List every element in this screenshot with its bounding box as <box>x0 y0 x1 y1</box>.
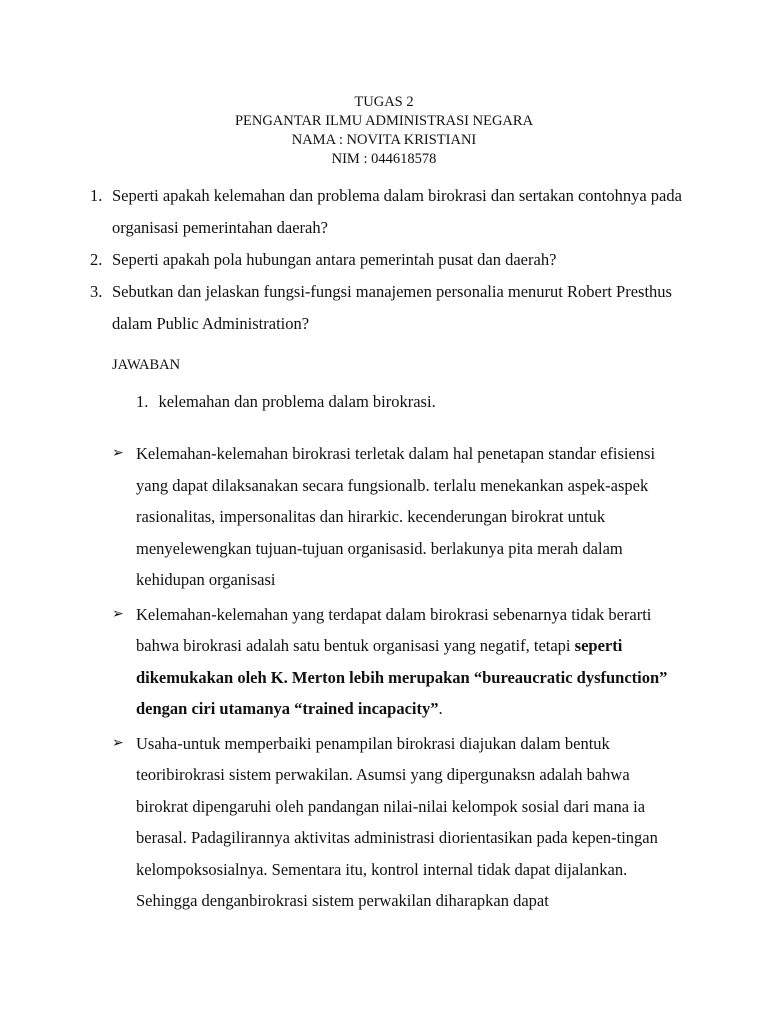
question-text: Seperti apakah pola hubungan antara pemerintah pusat dan daerah? <box>112 250 557 269</box>
answer-subheading-text: kelemahan dan problema dalam birokrasi. <box>158 392 436 411</box>
assignment-title: TUGAS 2 <box>354 94 414 110</box>
question-item <box>90 180 710 244</box>
document-header <box>0 93 768 169</box>
answer-number: 1. <box>136 392 149 411</box>
student-name: NAMA : NOVITA KRISTIANI <box>291 132 477 148</box>
arrow-bullet-icon: ➢ <box>112 445 124 461</box>
student-id: NIM : 044618578 <box>331 151 437 167</box>
answer-subheading <box>136 392 436 412</box>
bullet-item <box>112 728 682 917</box>
question-number: 3. <box>90 282 103 301</box>
question-number: 1. <box>90 186 103 205</box>
bullet-text: Usaha-untuk memperbaiki penampilan birokrasi diajukan dalam bentuk teoribirokrasi sistem perwakilan. Asumsi yang dipergunaksn adalah bahwa birokrat dipengaruhi oleh pandangan nilai-nilai kelompok sosial dari mana ia berasal. Padagilirannya aktivitas administrasi diorientasikan pada kepen-tingan kelompoksosialnya. Sementara itu, kontrol internal tidak dapat dijalankan. Sehingga denganbirokrasi sistem perwakilan diharapkan dapat <box>136 733 658 910</box>
question-text: Seperti apakah kelemahan dan problema dalam birokrasi dan sertakan contohnya pada organisasi pemerintahan daerah? <box>112 186 682 237</box>
question-list <box>90 180 710 340</box>
bullet-bold-text: seperti dikemukakan oleh K. Merton lebih merupakan “bureaucratic dysfunction” dengan ciri utamanya “trained incapacity” <box>136 636 668 718</box>
answer-bullet-list <box>112 438 682 920</box>
question-number: 2. <box>90 250 103 269</box>
bullet-text: Kelemahan-kelemahan birokrasi terletak dalam hal penetapan standar efisiensi yang dapat dilaksanakan secara fungsionalb. terlalu menekankan aspek-aspek rasionalitas, impersonalitas dan hirarkic. kecenderungan birokrat untuk menyelewengkan tujuan-tujuan organisasid. berlakunya pita merah dalam kehidupan organisasi <box>136 444 656 589</box>
arrow-bullet-icon: ➢ <box>112 734 124 751</box>
course-title: PENGANTAR ILMU ADMINISTRASI NEGARA <box>234 113 534 129</box>
question-text: Sebutkan dan jelaskan fungsi-fungsi manajemen personalia menurut Robert Presthus dalam Public Administration? <box>112 282 672 333</box>
bullet-tail-text: . <box>438 699 443 718</box>
bullet-text: Kelemahan-kelemahan yang terdapat dalam birokrasi sebenarnya tidak berarti bahwa birokrasi adalah satu bentuk organisasi yang negatif, tetapi <box>136 604 652 655</box>
answer-heading: JAWABAN <box>112 357 181 373</box>
question-item <box>90 244 710 276</box>
question-item <box>90 276 710 340</box>
bullet-item <box>112 438 682 596</box>
arrow-bullet-icon: ➢ <box>112 605 124 622</box>
bullet-item <box>112 599 682 725</box>
